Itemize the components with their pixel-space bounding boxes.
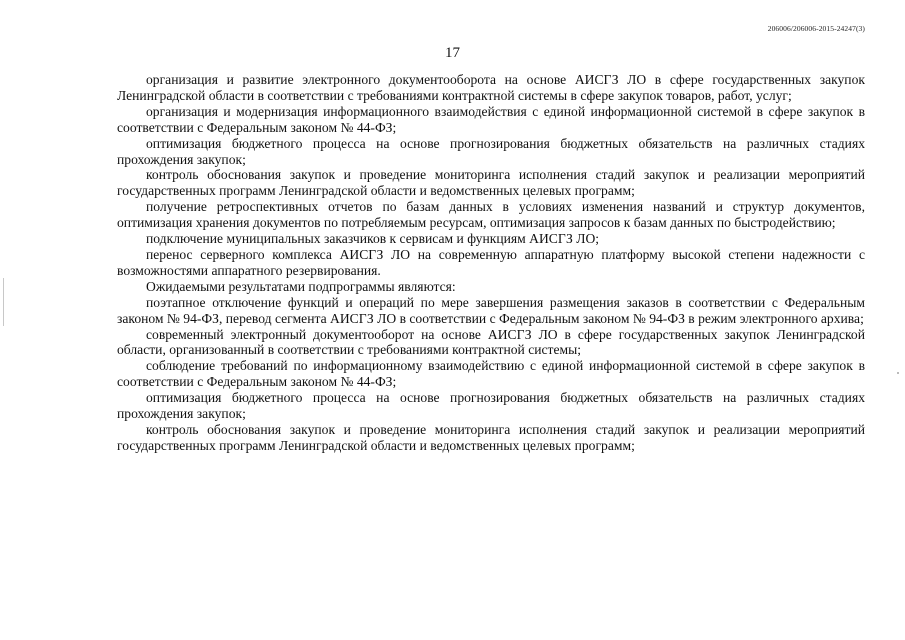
paragraph: контроль обоснования закупок и проведение мониторинга исполнения стадий закупок и реализации мероприятий государственных программ Ленинградской области и ведомственных целевых программ; <box>117 167 865 199</box>
paragraph: современный электронный документооборот на основе АИСГЗ ЛО в сфере государственных закупок Ленинградской области, организованный в соответствии с требованиями контрактной системы; <box>117 326 865 358</box>
paragraph: поэтапное отключение функций и операций по мере завершения размещения заказов в соответствии с Федеральным законом № 94-ФЗ, перевод сегмента АИСГЗ ЛО в соответствии с Федеральным законом № 94-ФЗ в режим электронного архива; <box>117 294 865 326</box>
paragraph: подключение муниципальных заказчиков к сервисам и функциям АИСГЗ ЛО; <box>146 231 600 247</box>
paragraph: Ожидаемыми результатами подпрограммы являются: <box>146 278 456 294</box>
paragraph: перенос серверного комплекса АИСГЗ ЛО на современную аппаратную платформу высокой степени надежности с возможностями аппаратного резервирования. <box>117 246 865 278</box>
paragraph: получение ретроспективных отчетов по базам данных в условиях изменения названий и структур документов, оптимизация хранения документов по потребляемым ресурсам, оптимизация запросов к базам данных по быстродействию; <box>117 199 865 231</box>
body-text <box>117 72 865 454</box>
paragraph: оптимизация бюджетного процесса на основе прогнозирования бюджетных обязательств на различных стадиях прохождения закупок; <box>117 390 865 422</box>
paragraph: контроль обоснования закупок и проведение мониторинга исполнения стадий закупок и реализации мероприятий государственных программ Ленинградской области и ведомственных целевых программ; <box>117 421 865 453</box>
scan-margin-dot <box>897 372 899 374</box>
paragraph: организация и модернизация информационного взаимодействия с единой информационной системой в сфере закупок в соответствии с Федеральным законом № 44-ФЗ; <box>117 103 865 135</box>
paragraph: оптимизация бюджетного процесса на основе прогнозирования бюджетных обязательств на различных стадиях прохождения закупок; <box>117 135 865 167</box>
page-number: 17 <box>445 45 460 61</box>
document-id: 206006/206006-2015-24247(3) <box>767 24 865 33</box>
scan-margin-mark <box>3 278 4 326</box>
paragraph: организация и развитие электронного документооборота на основе АИСГЗ ЛО в сфере государственных закупок Ленинградской области в соответствии с требованиями контрактной системы в сфере закупок товаров, работ, услуг; <box>117 72 865 103</box>
paragraph: соблюдение требований по информационному взаимодействию с единой информационной системой в сфере закупок в соответствии с Федеральным законом № 44-ФЗ; <box>117 358 865 390</box>
